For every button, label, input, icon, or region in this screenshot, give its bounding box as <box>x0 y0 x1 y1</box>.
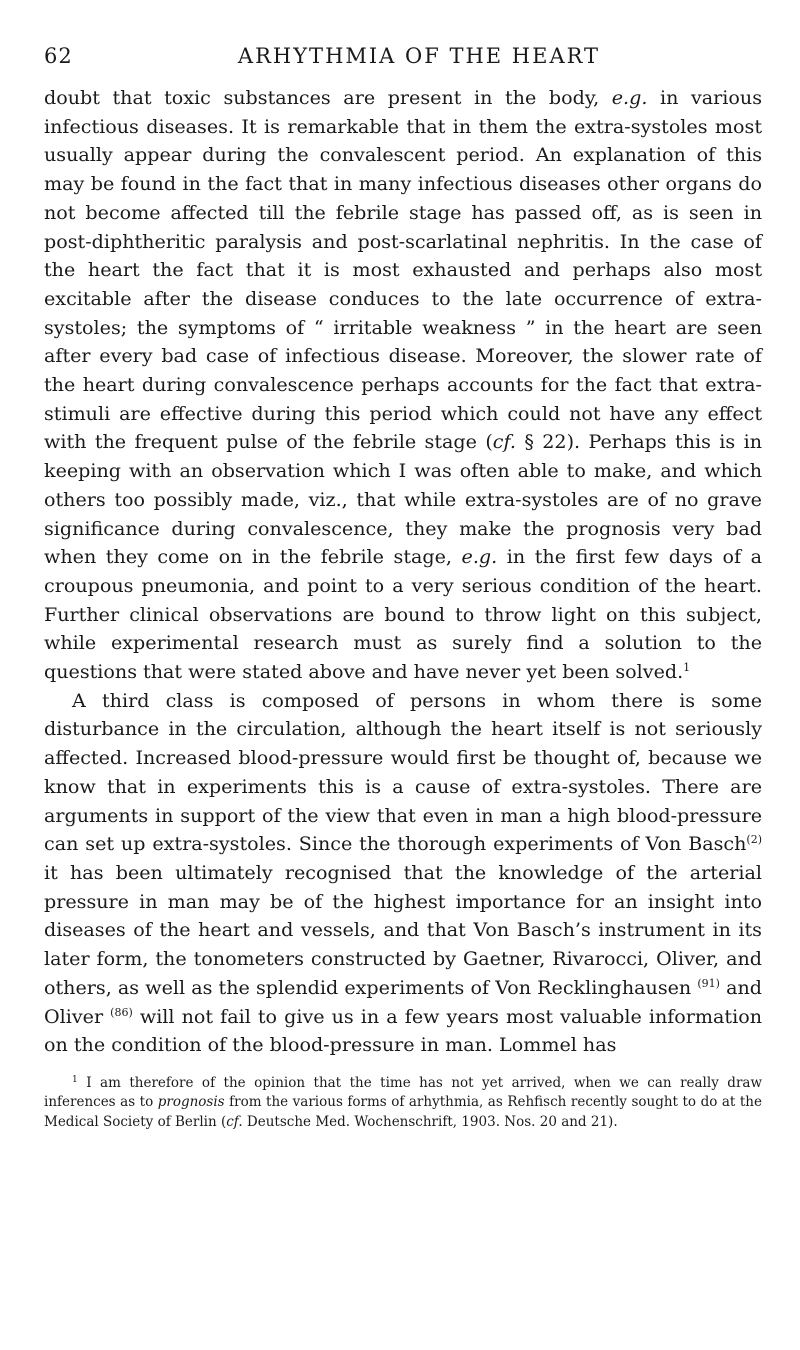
italic-abbreviation: cf. <box>492 430 516 454</box>
paragraph-text: in the first few days of a croupous pneumonia, and point to a very serious condition of the heart. Further clinical observations are bound to throw light on this subject, while experimental research must as surely find a solution to the questions that were stated above and have never yet been solved. <box>44 545 762 684</box>
running-title: ARHYTHMIA OF THE HEART <box>237 44 601 68</box>
footnote-text: I am therefore of the opinion that the time has not yet arrived, when we can really draw inferences as to <box>44 1074 762 1111</box>
page-number: 62 <box>44 44 73 68</box>
footnote-reference: 1 <box>683 661 691 675</box>
paragraph-continued <box>44 84 762 687</box>
footnote <box>44 1074 762 1133</box>
italic-abbreviation: e.g. <box>611 86 648 109</box>
paragraph-text: A third class is composed of persons in whom there is some disturbance in the circulation, although the heart itself is not seriously affected. Increased blood-pressure would first be thought of, because we know that in experiments this is a cause of extra-systoles. There are arguments in support of the view that even in man a high blood-pressure can set up extra-systoles. Since the thorough experiments of Von Basch <box>44 688 762 856</box>
citation-reference: (2) <box>746 833 762 847</box>
page-header <box>44 38 762 72</box>
footnotes <box>44 1074 762 1133</box>
citation-reference: (86) <box>110 1005 133 1019</box>
italic-word: prognosis <box>157 1094 225 1111</box>
italic-abbreviation: e.g. <box>461 545 498 569</box>
book-page <box>44 38 762 1132</box>
body-text <box>44 84 762 1060</box>
paragraph-text: will not fail to give us in a few years most valuable information on the condition of the blood-pressure in man. Lommel has <box>44 1004 762 1057</box>
paragraph-text: it has been ultimately recognised that the knowledge of the arterial pressure in man may be of the highest importance for an insight into diseases of the heart and vessels, and that Von Basch’s instrument in its later form, the tonometers constructed by Gaetner, Rivarocci, Oliver, and others, as well as the splendid experiments of Von Recklinghausen <box>44 860 762 999</box>
footnote-text: from the various forms of arhythmia, as Rehfisch recently sought to do at the Medical Society of Berlin ( <box>44 1094 762 1130</box>
paragraph-text: § 22). Perhaps this is in keeping with an observation which I was often able to make, and which others too possibly made, viz., that while extra-systoles are of no grave significance during convalescence, they make the prognosis very bad when they come on in the febrile stage, <box>44 430 762 569</box>
paragraph-text: in various infectious diseases. It is remarkable that in them the extra-systoles most usually appear during the convalescent period. An explanation of this may be found in the fact that in many infectious diseases other organs do not become affected till the febrile stage has passed off, as is seen in post-diphtheritic paralysis and post-scarlatinal nephritis. In the case of the heart the fact that it is most exhausted and perhaps also most excitable after the disease conduces to the late occurrence of extra-systoles; the symptoms of “ irritable weakness ” in the heart are seen after every bad case of infectious disease. Moreover, the slower rate of the heart during convalescence perhaps accounts for the fact that extra-stimuli are effective during this period which could not have any effect with the frequent pulse of the febrile stage ( <box>44 86 762 454</box>
footnote-marker: 1 <box>72 1074 78 1085</box>
italic-abbreviation: cf. <box>226 1113 243 1130</box>
citation-reference: (91) <box>697 976 720 990</box>
paragraph-text: and Oliver <box>44 975 762 1028</box>
paragraph-text: doubt that toxic substances are present in the body, <box>44 86 612 109</box>
paragraph-third-class <box>44 687 762 1060</box>
footnote-text: Deutsche Med. Wochenschrift, 1903. Nos. 20 and 21). <box>242 1113 618 1130</box>
